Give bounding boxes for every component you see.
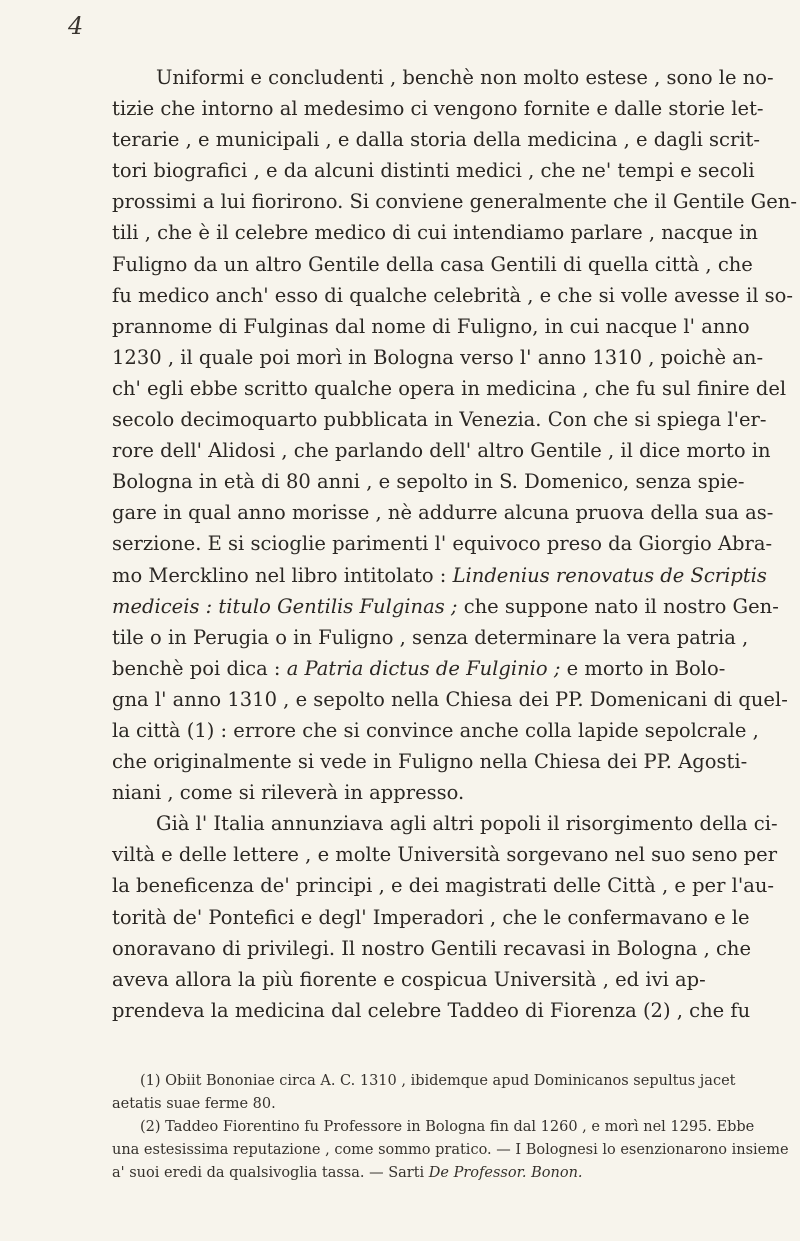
- text-line: ch' egli ebbe scritto qualche opera in medicina , che fu sul finire del: [112, 376, 787, 400]
- italic-title: Lindenius renovatus de Scriptis: [452, 563, 767, 587]
- text-line: la città (1) : errore che si convince anche colla lapide sepolcrale ,: [112, 718, 759, 742]
- text-segment: e morto in Bolo-: [560, 656, 726, 680]
- text-line: tori biografici , e da alcuni distinti medici , che ne' tempi e secoli: [112, 159, 755, 183]
- text-line: onoravano di privilegi. Il nostro Gentili recavasi in Bologna , che: [112, 936, 752, 960]
- footnote-line: aetatis suae ferme 80.: [112, 1096, 276, 1112]
- text-line: prossimi a lui fiorirono. Si conviene generalmente che il Gentile Gen-: [112, 190, 797, 214]
- footnote-line: [112, 1162, 772, 1185]
- text-line: tizie che intorno al medesimo ci vengono fornite e dalle storie let-: [112, 97, 764, 121]
- text-line: Già l' Italia annunziava agli altri popoli il risorgimento della ci-: [156, 812, 778, 836]
- text-line: niani , come si rileverà in appresso.: [112, 781, 465, 805]
- text-line: [112, 560, 772, 591]
- text-line: prendeva la medicina dal celebre Taddeo di Fiorenza (2) , che fu: [112, 998, 751, 1022]
- text-segment: che suppone nato il nostro Gen-: [457, 594, 779, 618]
- text-line: aveva allora la più fiorente e cospicua Università , ed ivi ap-: [112, 967, 706, 991]
- text-line: prannome di Fulginas dal nome di Fuligno, in cui nacque l' anno: [112, 314, 750, 338]
- footnote-segment: a' suoi eredi da qualsivoglia tassa. — Sarti: [112, 1165, 429, 1181]
- text-line: viltà e delle lettere , e molte Università sorgevano nel suo seno per: [112, 843, 778, 867]
- footnote-line: (1) Obiit Bononiae circa A. C. 1310 , ibidemque apud Dominicanos sepultus jacet: [140, 1073, 736, 1089]
- text-segment: mo Mercklino nel libro intitolato :: [112, 563, 453, 587]
- text-line: Bologna in età di 80 anni , e sepolto in S. Domenico, senza spie-: [112, 470, 745, 494]
- text-line: tili , che è il celebre medico di cui intendiamo parlare , nacque in: [112, 221, 758, 245]
- text-line: che originalmente si vede in Fuligno nella Chiesa dei PP. Agosti-: [112, 750, 748, 774]
- text-line: serzione. E si scioglie parimenti l' equivoco preso da Giorgio Abra-: [112, 532, 773, 556]
- text-line: tile o in Perugia o in Fuligno , senza determinare la vera patria ,: [112, 625, 749, 649]
- text-line: [112, 591, 779, 622]
- footnote-line: (2) Taddeo Fiorentino fu Professore in Bologna fin dal 1260 , e morì nel 1295. Ebbe: [140, 1119, 755, 1135]
- text-line: Fuligno da un altro Gentile della casa Gentili di quella città , che: [112, 252, 753, 276]
- text-line: torità de' Pontefici e degl' Imperadori , che le confermavano e le: [112, 905, 750, 929]
- text-line: la beneficenza de' principi , e dei magistrati delle Città , e per l'au-: [112, 874, 774, 898]
- body-text: [112, 62, 797, 1026]
- text-line: 1230 , il quale poi morì in Bologna verso l' anno 1310 , poichè an-: [112, 345, 764, 369]
- text-line: terarie , e municipali , e dalla storia della medicina , e dagli scrit-: [112, 128, 760, 152]
- text-line: fu medico anch' esso di qualche celebrità , e che si volle avesse il so-: [112, 283, 793, 307]
- text-line: secolo decimoquarto pubblicata in Venezia. Con che si spiega l'er-: [112, 408, 767, 432]
- page-number: 4: [68, 12, 84, 40]
- footnote-citation: De Professor. Bonon.: [428, 1165, 583, 1181]
- text-line: gna l' anno 1310 , e sepolto nella Chiesa dei PP. Domenicani di quel-: [112, 687, 788, 711]
- text-line: gare in qual anno morisse , nè addurre alcuna pruova della sua as-: [112, 501, 774, 525]
- text-segment: benchè poi dica :: [112, 656, 287, 680]
- text-line: rore dell' Alidosi , che parlando dell' altro Gentile , il dice morto in: [112, 439, 771, 463]
- italic-title: mediceis : titulo Gentilis Fulginas ;: [112, 594, 458, 618]
- footnotes: [112, 1070, 789, 1185]
- italic-quote: a Patria dictus de Fulginio ;: [286, 656, 561, 680]
- text-line: Uniformi e concludenti , benchè non molto estese , sono le no-: [156, 66, 774, 89]
- text-line: [112, 653, 772, 684]
- footnote-line: una estesissima reputazione , come sommo pratico. — I Bolognesi lo esenzionarono insieme: [112, 1142, 789, 1158]
